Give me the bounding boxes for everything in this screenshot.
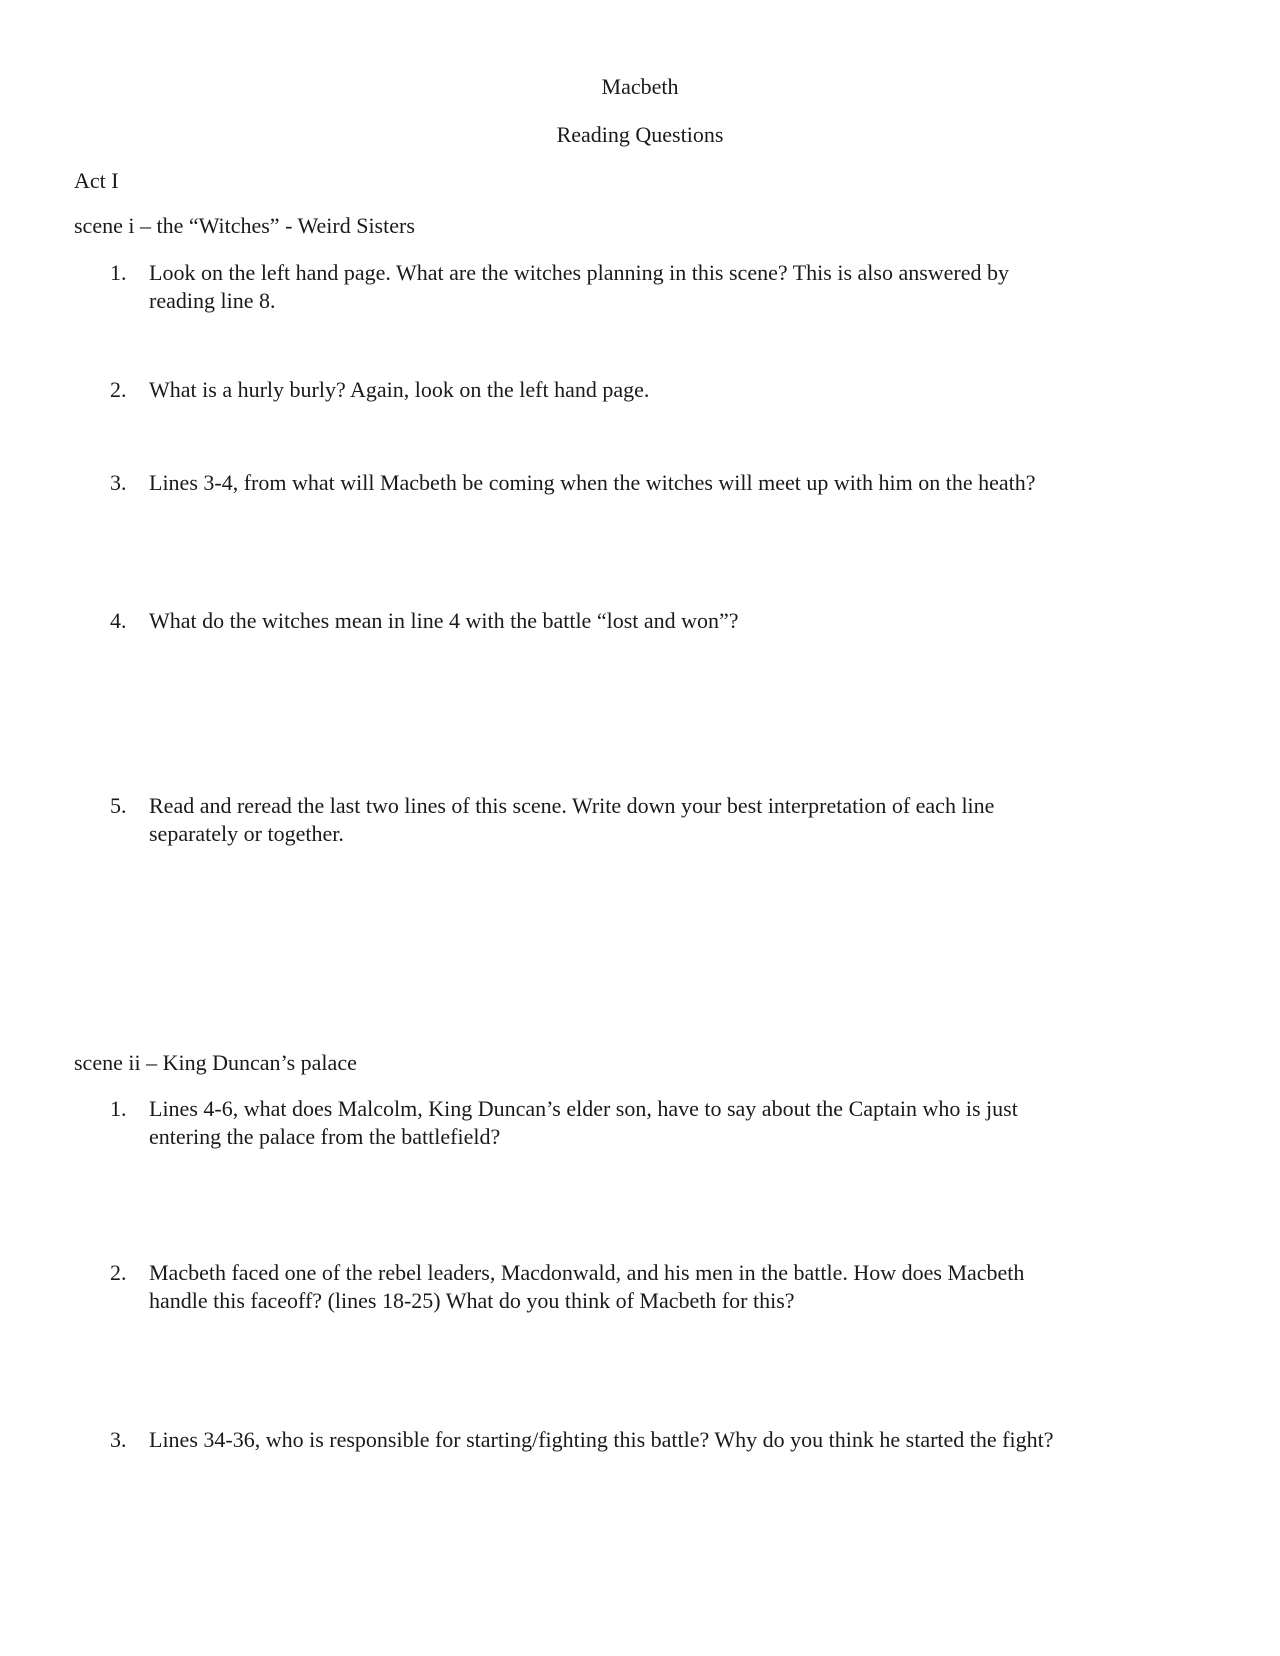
document-subtitle: Reading Questions — [556, 122, 724, 147]
question-number: 1. — [110, 1096, 127, 1121]
question-number: 2. — [110, 377, 127, 402]
document-title: Macbeth — [601, 74, 679, 99]
scene-heading: scene i – the “Witches” - Weird Sisters — [74, 213, 415, 238]
scene-heading: scene ii – King Duncan’s palace — [74, 1050, 357, 1075]
question-number: 3. — [110, 470, 127, 495]
question-text: What is a hurly burly? Again, look on the left hand page. — [149, 377, 650, 402]
act-heading: Act I — [74, 168, 119, 193]
question-text: Lines 4-6, what does Malcolm, King Duncan’s elder son, have to say about the Captain who is just entering the palace from the battlefield? — [149, 1096, 1018, 1149]
question-number: 3. — [110, 1427, 127, 1452]
question-number: 4. — [110, 608, 127, 633]
question-text: Lines 3-4, from what will Macbeth be coming when the witches will meet up with him on the heath? — [149, 470, 1036, 495]
question-number: 1. — [110, 260, 127, 285]
question-text: What do the witches mean in line 4 with the battle “lost and won”? — [149, 608, 739, 633]
question-text: Look on the left hand page. What are the witches planning in this scene? This is also answered by reading line 8. — [149, 260, 1010, 313]
question-number: 2. — [110, 1260, 127, 1285]
question-text: Macbeth faced one of the rebel leaders, Macdonwald, and his men in the battle. How does Macbeth handle this faceoff? (lines 18-25) What do you think of Macbeth for this? — [149, 1260, 1025, 1313]
question-text: Lines 34-36, who is responsible for starting/fighting this battle? Why do you think he started the fight? — [149, 1427, 1054, 1452]
question-number: 5. — [110, 793, 127, 818]
question-text: Read and reread the last two lines of this scene. Write down your best interpretation of each line separately or together. — [149, 793, 995, 846]
